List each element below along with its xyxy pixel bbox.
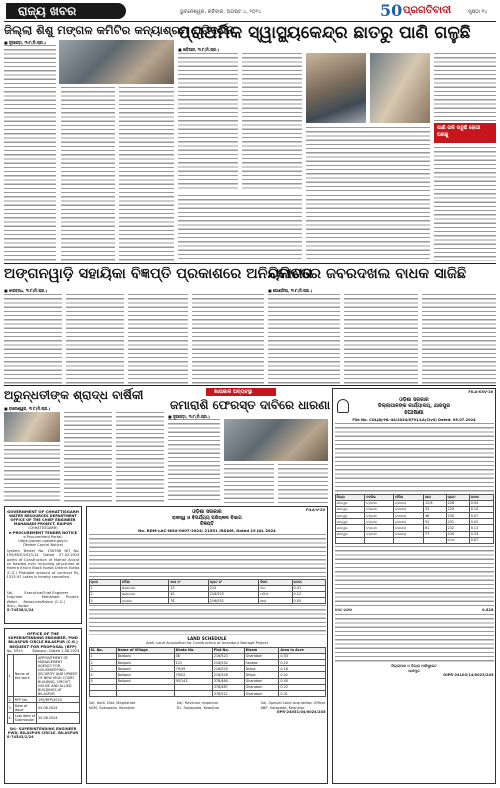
table-cell: ବଡ଼ଚଣା [365,506,394,512]
story-headline: ଅଙ୍ଗନୱାଡ଼ି ସହାୟିକା ବିଜ୍ଞପ୍ତି ପ୍ରକାଶରେ ଅନିୟମିତତା [4,266,313,282]
ad-signatures [89,701,326,710]
masthead [0,0,500,22]
story-photo [306,53,366,123]
table-cell: 232 [446,525,469,531]
table-cell: 0.02 [279,672,325,678]
table-cell: ଯାଜପୁର [335,531,365,537]
table-cell: Baliposi [116,660,174,666]
table-cell: 228 [446,500,469,506]
ad-title: OFFICE OF THE [26,630,60,636]
ad-sign: Sd/- Special Land Acquisition Officer [260,701,326,706]
table-cell: Sarada [244,660,279,666]
table-cell: 3 [89,598,120,604]
ad-title: GOVERNMENT OF CHHATTISGARH [7,508,79,514]
ad-sign: ଜିଲ୍ଲାପାଳ ଓ ଜିଲ୍ଲା ମାଜିଷ୍ଟ୍ରେଟ [391,664,437,669]
table-row [89,690,325,696]
byline: ■ ନୂଆପଡ଼ା, ୩।୮(ନି.ପ୍ର.) [168,414,210,419]
table-header-cell: Kisam [244,647,279,653]
table-cell: 05.08.2024 [37,703,79,713]
table-cell: 0.16 [279,666,325,672]
ad-title: ରାଜସ୍ୱ ଓ ବିପର୍ଯ୍ୟୟ ପରିଚାଳନା ବିଭାଗ [172,515,242,521]
ad-line: (Tender Cancel Notice) [22,543,64,548]
table-cell: 1 [89,653,116,659]
table-cell: 30.08.2024 [37,713,79,723]
byline: ■ ଖଡ଼ିଆଳ, ୩।୮(ନି.ପ୍ର.) [178,47,220,52]
table-header-cell: ଖାତା [424,494,447,500]
ad-sign: Water Resources Divn., Korba [6,599,42,608]
table-cell: ଚକଜାଲା [394,531,424,537]
story-text [434,53,496,121]
ad-ref-no: No. 5910 [6,648,23,653]
table-row [7,703,79,713]
table-header-cell: କ୍ରମ [89,579,120,585]
story-photo [4,412,60,442]
ad-signatures [7,591,80,609]
table-cell: 0.41 [292,585,325,591]
table-cell: APPOINTMENT OF MANAGEMENT AGENCY FOR HOUSEKEEPING, SECURITY AND UPKEEP OF NEW HIGH COURT BUILDING, CIRCUIT HOUSE AND ALLIED BUILDINGS AT BILASPUR [38,655,78,696]
table-cell: Dhipa [244,672,279,678]
ad-title: WATER RESOURCES DEPARTMENT [9,513,77,518]
ad-title: BILASPUR CIRCLE BILASPUR (C.G.) [8,639,78,644]
table-cell: ଧାନ [259,585,292,591]
table-cell: 215 [208,585,258,591]
story-text [192,294,264,384]
table-header-cell: କିସମ [259,579,292,585]
story-photo [59,40,174,84]
ad-title: (CHHATTISGARH) [28,525,58,530]
story-text [306,127,430,191]
table-cell: 229 [446,506,469,512]
table-cell: Date of Issue [13,703,36,713]
byline: ■ ଝାରବନ୍ଧ, ୩।୮(ନି.ପ୍ର.) [4,288,48,293]
table-cell: Gharabari [244,653,279,659]
table-header-cell: ରକବା [469,494,493,500]
story-text [4,294,62,384]
ad-sign: Sd/- Executive Engineer [6,590,42,600]
table-cell: ଚକଜାଲା [394,500,424,506]
story-headline: ପ୍ରାଥମିକ ସ୍ୱାସ୍ଥ୍ୟକେନ୍ଦ୍ର ଛାତରୁ ପାଣି ଗଳୁଛି [178,23,471,43]
table-cell: 3 [89,666,116,672]
table-cell: 2 [89,660,116,666]
table-cell: 0.12 [292,591,325,597]
table-cell: 216/532 [212,660,244,666]
table-cell: Gharabari [244,684,279,690]
ad-sign: ADM, Sakapada, Keonjhar [88,705,135,710]
page-label: ପୃଷ୍ଠା ୧୪ [468,9,488,15]
table-cell [394,537,424,543]
table-header-cell: Sl. No. [89,647,116,653]
table-cell: Gharabari [244,678,279,684]
table-cell: 2. [8,697,12,702]
table-cell: 79/39 [174,666,212,672]
story-text [128,294,188,384]
story-text [422,294,496,384]
story-text [242,53,302,191]
story-deposit-protest [168,388,331,503]
story-photo [224,419,328,461]
story-text [61,87,115,261]
ad-heading: e-PROCUREMENT TENDER NOTICE [8,530,78,535]
table-cell: ବଡ଼ଚଣା [365,513,394,519]
ad-title: ଜିଲ୍ଲାପାଳଙ୍କ କାର୍ଯ୍ୟାଳୟ, ଯାଜପୁର [378,402,450,409]
ad-body-text [89,534,326,578]
table-header-cell: ପ୍ଲଟ ନଂ [208,579,258,585]
ad-sign: ABP, Salapada, Keonjhar [260,705,305,710]
story-text [4,45,56,85]
story-headline: ଜିଲ୍ଲା ଶିଶୁ ମଙ୍ଗଳ କମିଟିର କନ୍ୟାଶ୍ରମ ପରିଦର୍ଶନ [4,23,235,37]
table-cell [116,690,174,696]
table-cell: Gharabari [244,690,279,696]
ad-ref-date: Bilaspur, Dated 2.08.2024 [32,648,80,653]
ad-body-text [335,546,494,606]
table-row [335,537,493,543]
table-cell: ବଡ଼ଚଣା [365,531,394,537]
table-header-cell: Plot No. [212,647,244,653]
table-cell: 4 [89,672,116,678]
table-cell: Baliposi [116,666,174,672]
story-headline: ଜମାରାଶି ଫେରସ୍ତ ଦାବିରେ ଧାରଣା [170,398,331,412]
table-cell: 52 [424,519,447,525]
ad-title: ଓଡ଼ିଶା ସରକାର [399,396,429,403]
ad-heading: ଘୋଷଣା [404,408,424,416]
table-cell: 195/RFP/2024 [37,697,79,703]
table-cell: ଯାଜପୁର [335,525,365,531]
table-cell: RFP No. [13,697,36,703]
byline: ■ ଗୋଣ୍ଡିଆ, ୩।୮(ନି.ପ୍ର.) [268,288,313,293]
ad-table [7,654,80,724]
table-cell: Last date of Submission [14,714,35,723]
table-cell [89,690,116,696]
table-cell: 1 [89,585,120,591]
story-text [116,412,164,503]
story-arundhati [4,388,164,503]
story-text [66,294,124,384]
table-cell: ଯାଜପୁର [335,519,365,525]
table-cell: 216/532 [208,598,258,604]
table-cell: ଯାଜପୁର [335,500,365,506]
table-cell: 0.05 [292,598,325,604]
table-cell: ମୋଟ [446,537,469,543]
table-cell [424,537,447,543]
table-cell: 5 [89,678,116,684]
ad-sign: Chief Engineer [41,590,69,595]
table-cell: ଯାଜପୁର [335,506,365,512]
table-cell: 0.04 [469,500,493,506]
ad-schedule-sub: Addl. Land Acquisition for Construction of Anandpur Barrage Project [145,641,269,646]
ad-ref: G-74543/1/24 [6,735,34,740]
story-text [278,464,328,503]
ad-title: OFFICE OF THE CHIEF ENGINEER [10,517,76,522]
table-cell: 3. [7,703,13,713]
table-cell: Baliposi [116,653,174,659]
table-cell: ଶାଳା [259,598,292,604]
ad-sign: Sd/- Revenue Inspector [176,701,219,706]
table-cell: 0.40 [279,678,325,684]
table-cell: 378/487 [212,684,244,690]
story-health-centre [178,23,496,263]
dateline: ଭୁବନେଶ୍ୱର, ରବିବାର, ଅଗଷ୍ଟ ୪, ୨୦୨୪ [180,9,262,15]
ad-sign: ଯାଜପୁର [408,668,420,673]
table-cell: 231 [446,519,469,525]
table-cell [365,537,394,543]
ad-total-value: 0.818 [482,608,494,612]
ad-fila: FILA-V-20 [305,508,325,512]
table-cell: 0.67 [469,537,493,543]
story-kicker: ଖାତାକାଳ ଅବ୍ୟବସ୍ଥା [214,389,253,395]
ad-total-row [335,608,494,612]
ad-body: System Tender No. 150598 NIT No. 159/MCE/2023-24 Dated 27.02.2024 works of Construction of Mamar Anicut on Hasdeo river including structures at Mamra Khurd Block Korba District Korba (C.G.) Probable amount of contract Rs. 1525.97 Lakhs is hereby cancelled. [6,548,80,580]
table-cell: ବଡ଼ଚଣା [365,525,394,531]
ad-cg-tender-notice [4,506,82,624]
section-title: ରାଜ୍ୟ ଖବର [18,4,77,18]
table-cell: 0.31 [279,690,325,696]
table-cell: ଚକଜାଲା [394,519,424,525]
table-cell: 12 [169,585,209,591]
section-rule [4,385,496,386]
table-cell: 0.02 [469,519,493,525]
table-cell: ଖଣ୍ଡପଡ଼ା [120,591,168,597]
ad-ref: No. RDM-LAC-NOU-0007-2024/ 21551 /R&DM, Dated 19 JUL 2024 [138,527,276,533]
table-cell: 216/525 [212,666,244,672]
table-cell: ପଡ଼ିଆ [259,591,292,597]
ad-title: SUPERINTENDING ENGINEER, PWD [8,635,78,640]
table-cell: 0.10 [469,506,493,512]
odisha-emblem-icon [337,399,349,413]
ad-ref: OIPR-24103/14/0023/245 [443,673,494,678]
table-cell [335,537,365,543]
table-cell: 0.20 [279,660,325,666]
ad-body-text [89,605,326,635]
story-text [64,412,112,503]
story-text [178,53,238,191]
ad-sign: Sd/- SUPERINTENDING ENGINEER [9,726,77,731]
table-cell: 45 [169,591,209,597]
table-header-cell: ମୌଜା [120,579,168,585]
ad-sign: R.I. Sakapada, Keonjhar [176,705,220,710]
ad-schedule-title: LAND SCHEDULE [187,636,227,642]
table-cell: ଯାଜପୁର [335,513,365,519]
ad-table [89,579,326,605]
table-cell: Baliposi [116,678,174,684]
table-cell: ଖଣ୍ଡପଡ଼ା [120,585,168,591]
ad-fila: FILA-XXV-16 [468,390,493,394]
ad-ref: OPR-24051/04/0024/245 [276,709,326,714]
story-text [4,445,60,503]
table-row [7,713,79,723]
table-cell: ବଡ଼ଚଣା [365,519,394,525]
table-cell: Baliposi [116,672,174,678]
table-cell: ବଡ଼ଚଣା [365,500,394,506]
brand-logo: ପ୍ରଗତିବାଦୀ [403,5,452,16]
ad-sign: Sd/- Addl. Dist. Magistrate [88,701,136,706]
table-cell: 79/02 [174,672,212,678]
table-header-cell: ପ୍ଲଟ [446,494,469,500]
table-row [7,654,79,696]
table-cell: 0.22 [279,684,325,690]
byline: ■ ନୂଆପଡ଼ା, ୩।୮(ନି.ପ୍ର.) [4,40,46,45]
table-cell: 0.11 [469,525,493,531]
table-cell: ଚକଜାଲା [394,506,424,512]
ad-line: e-Procurement Portal: https://eproc.cgstate.gov.in [18,534,68,543]
table-cell: ଚକଜାଲା [394,525,424,531]
table-cell: 216/523 [212,653,244,659]
table-cell: 48 [424,513,447,519]
story-photo [370,53,430,123]
ad-odisha-land-acquisition [86,506,328,784]
table-header-cell: ମୌଜା [394,494,424,500]
ad-ref-row [7,649,80,653]
table-cell: 378/484 [212,678,244,684]
table-cell: 0.33 [469,531,493,537]
table-header-cell: ଜିଲ୍ଲା [335,494,365,500]
table-header-cell: ରକବା [292,579,325,585]
ad-heading: ବିଜ୍ଞପ୍ତି [200,520,214,527]
story-text [178,195,302,261]
ad-schedule-table [89,647,326,698]
table-cell: 95/143 [174,678,212,684]
table-cell: 4. [7,713,13,723]
ad-total-label: ମୋଟ ରକବା [334,608,353,612]
table-cell: 0.07 [469,513,493,519]
table-row [89,598,325,604]
table-header-cell: ତହସିଲ [365,494,394,500]
table-cell: 216/523 [208,591,258,597]
table-cell: 0.03 [279,653,325,659]
table-cell: 378/512 [212,690,244,696]
table-cell: ଭଦ୍ରକ [120,598,168,604]
table-cell: ଚକଜାଲା [394,513,424,519]
table-cell: 216/526 [212,672,244,678]
ad-heading: REQUEST FOR PROPOSAL (RFP) [9,643,77,649]
ad-sign: Mahanadi Project, Raipur (C.G.) [41,595,80,604]
ad-title: MAHANADI PROJECT, RAIPUR [13,521,73,526]
anniversary-logo: 50 [380,1,403,20]
ad-ref: G-74538/1/24 [6,608,34,613]
table-cell: 230 [446,513,469,519]
table-header-cell: Area in Acre [279,647,325,653]
table-header-cell: Name of Village [116,647,174,653]
masthead-rule [4,21,496,22]
table-cell: 1. [7,654,13,696]
table-cell: 12/4 [424,500,447,506]
story-headline: ଅରୁନ୍ଧତୀଙ୍କ ଶ୍ରାଦ୍ଧ ବାର୍ଷିକୀ [4,388,144,402]
story-text [168,419,220,503]
story-text [4,87,56,261]
table-cell: 38 [174,653,212,659]
table-cell: 78 [169,598,209,604]
table-cell: 61 [424,525,447,531]
ad-body-text [335,423,494,493]
story-text [119,87,174,261]
pull-quote-box [434,123,496,143]
story-text [268,294,340,384]
ad-title: ଓଡ଼ିଶା ସରକାର [192,508,222,515]
table-cell: Name of the work [13,654,36,696]
table-cell: 234 [446,531,469,537]
ad-ref: File No. COLJAJ-HL-44/2024/8791/LA(Civil) Dated: 05.07.2024 [352,417,476,422]
table-cell: 33 [424,506,447,512]
story-text [344,294,418,384]
table-header-cell: Khata No. [174,647,212,653]
table-cell: 121 [174,660,212,666]
table-cell: 77 [424,531,447,537]
ad-odisha-collector-notice [332,388,496,784]
story-text [434,147,496,261]
byline: ■ ବାଲେଶ୍ୱର, ୩।୮(ନି.ପ୍ର.) [4,406,51,411]
ad-table [335,494,494,545]
ad-sign: PWD, BILASPUR CIRCLE, BILASPUR [7,731,79,736]
story-headline: ବିକାଶରେ ଜବରଦଖଲ ବାଧକ ସାଜିଛି [268,266,467,282]
table-cell: Dhipa [244,666,279,672]
ad-pwd-rfp [4,628,82,784]
table-cell: 2 [89,591,120,597]
ad-body-text [335,614,494,662]
table-header-cell: ଖାତା ନଂ [169,579,209,585]
section-rule [4,263,496,264]
table-cell [174,690,212,696]
pull-quote: ପାଣି ଗଳି ପଡୁଛି ରୋଗୀ ଘରକୁ [437,125,481,138]
story-text [306,195,430,261]
story-encroachment [268,266,496,384]
story-text [224,464,274,503]
